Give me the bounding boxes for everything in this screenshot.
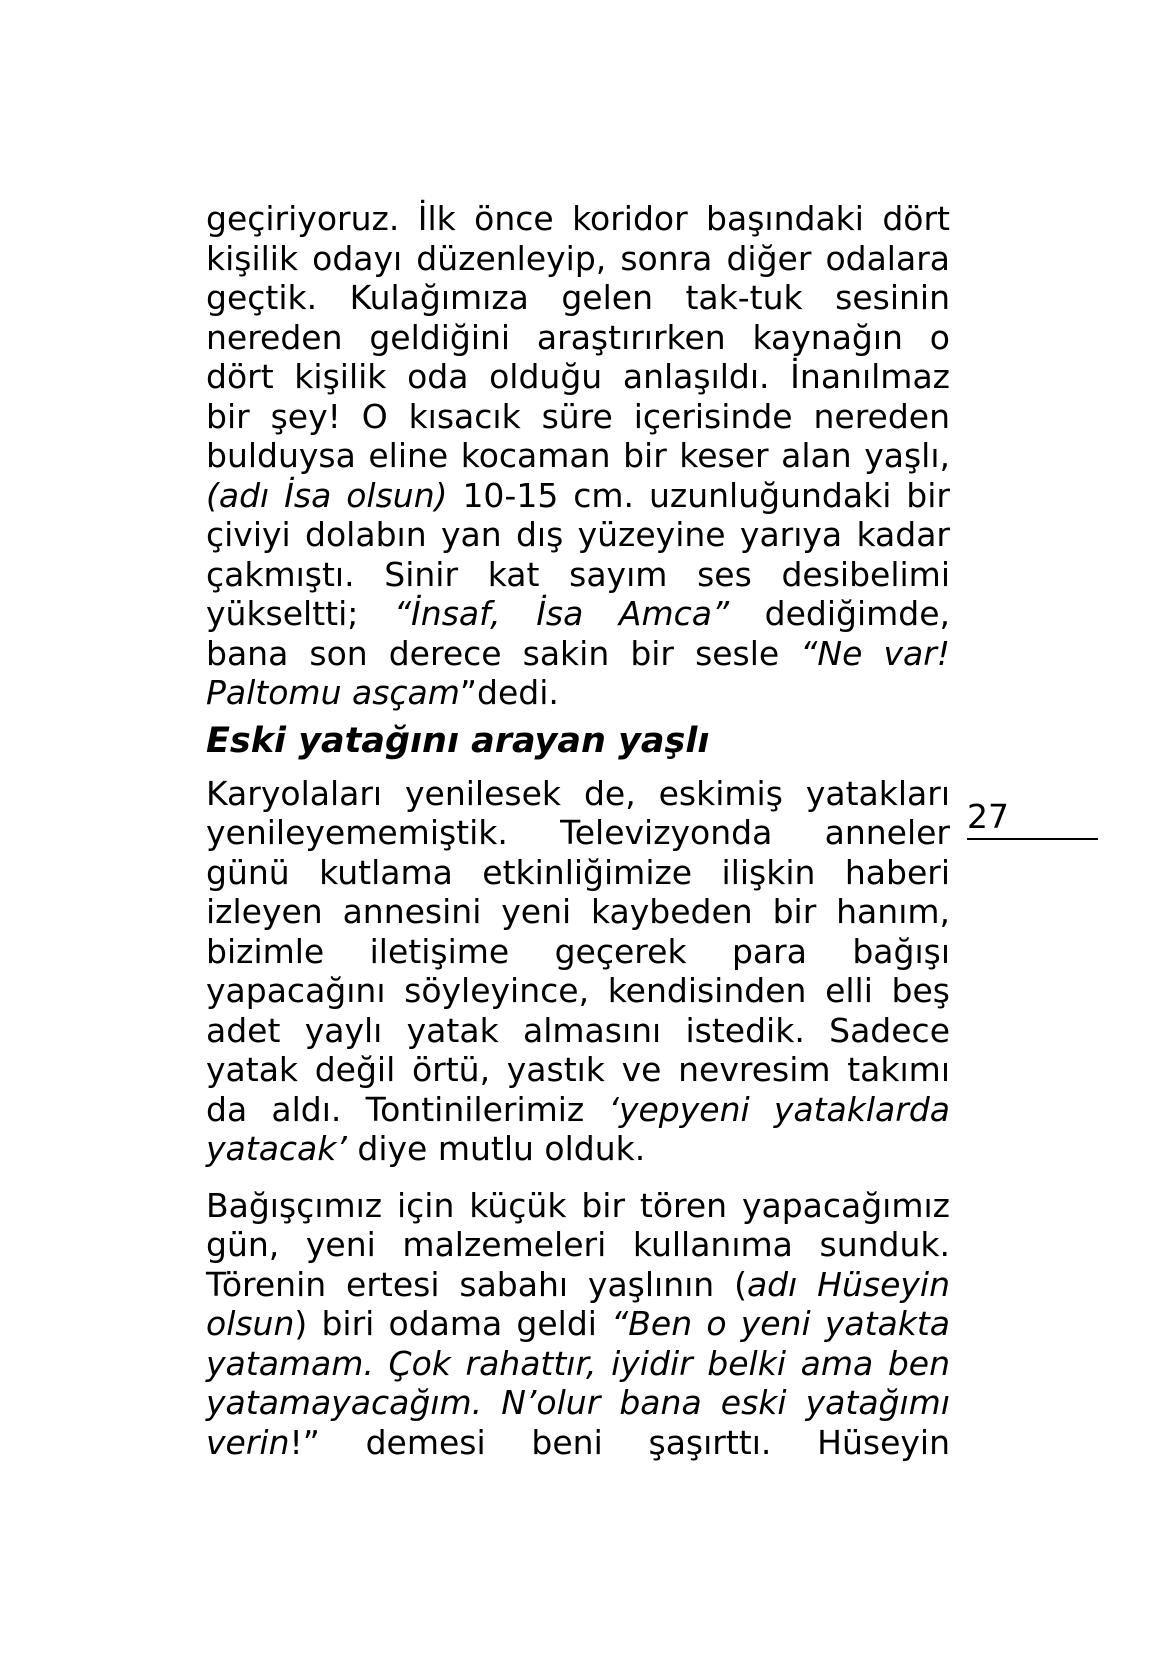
text-segment: gün, yeni malzemeleri kullanıma sunduk. bbox=[206, 1225, 950, 1264]
text-line bbox=[206, 853, 950, 893]
text-segment: ”dedi. bbox=[459, 673, 559, 712]
text-line bbox=[206, 239, 950, 279]
text-segment: Bağışçımız için küçük bir tören yapacağımız bbox=[206, 1185, 950, 1225]
text-line bbox=[206, 813, 950, 853]
text-line bbox=[206, 1383, 950, 1423]
page-number: 27 bbox=[967, 797, 1009, 836]
text-segment: dört kişilik oda olduğu anlaşıldı. İnanılmaz bbox=[206, 357, 950, 396]
text-line bbox=[206, 318, 950, 358]
text-line bbox=[206, 1090, 950, 1130]
text-segment: bana son derece sakin bir sesle bbox=[206, 633, 801, 673]
text-segment: izleyen annesini yeni kaybeden bir hanım, bbox=[206, 892, 950, 931]
text-line bbox=[206, 397, 950, 437]
text-line bbox=[206, 1344, 950, 1384]
text-segment: !” demesi beni şaşırttı. Hüseyin bbox=[289, 1422, 950, 1462]
text-line bbox=[206, 1225, 950, 1265]
text-column bbox=[206, 199, 950, 1479]
section-heading: Eski yatağını arayan yaşlı bbox=[206, 720, 710, 761]
italic-text-segment: ‘yepyeni yataklarda bbox=[608, 1089, 951, 1129]
text-line bbox=[206, 1304, 950, 1344]
italic-text-segment: Paltomu asçam bbox=[206, 673, 460, 712]
text-line bbox=[206, 673, 950, 713]
text-segment: Karyolaları yenilesek de, eskimiş yatakları bbox=[206, 773, 950, 813]
text-segment: 10-15 cm. uzunluğundaki bir bbox=[447, 475, 950, 515]
text-segment: bulduysa eline kocaman bir keser alan yaşlı, bbox=[206, 436, 950, 475]
text-segment: çakmıştı. Sinir kat sayım ses desibelimi bbox=[206, 554, 950, 594]
text-segment: yapacağını söyleyince, kendisinden elli beş bbox=[206, 971, 950, 1010]
text-segment: günü kutlama etkinliğimize ilişkin haberi bbox=[206, 852, 950, 892]
italic-text-segment: (adı İsa olsun) bbox=[206, 475, 448, 515]
italic-text-segment: adı Hüseyin bbox=[746, 1264, 950, 1304]
text-segment: bir şey! O kısacık süre içerisinde nereden bbox=[206, 396, 950, 436]
text-segment: geçtik. Kulağımıza gelen tak-tuk sesinin bbox=[206, 278, 950, 317]
text-line bbox=[206, 1129, 950, 1169]
text-line bbox=[206, 1011, 950, 1051]
italic-text-segment: verin bbox=[206, 1422, 290, 1462]
text-line bbox=[206, 774, 950, 814]
text-segment: diye mutlu olduk. bbox=[346, 1129, 646, 1168]
text-line bbox=[206, 278, 950, 318]
text-line bbox=[206, 1050, 950, 1090]
italic-text-segment: yatamam. Çok rahattır, iyidir belki ama ben bbox=[206, 1343, 950, 1383]
text-line bbox=[206, 1265, 950, 1305]
text-segment: adet yaylı yatak almasını istedik. Sadece bbox=[206, 1010, 950, 1050]
text-line bbox=[206, 515, 950, 555]
italic-text-segment: “İnsaf, İsa Amca” bbox=[393, 594, 730, 633]
text-segment: Törenin ertesi sabahı yaşlının ( bbox=[206, 1264, 747, 1304]
text-segment: da aldı. Tontinilerimiz bbox=[206, 1089, 609, 1129]
text-line bbox=[206, 476, 950, 516]
text-line bbox=[206, 199, 950, 239]
text-segment: yükseltti; bbox=[206, 594, 394, 633]
paragraph bbox=[206, 774, 950, 1169]
italic-text-segment: olsun bbox=[206, 1304, 295, 1343]
text-line bbox=[206, 971, 950, 1011]
text-segment: nereden geldiğini araştırırken kaynağın o bbox=[206, 317, 950, 357]
page-number-block bbox=[967, 797, 1098, 840]
text-segment: dediğimde, bbox=[729, 594, 951, 633]
italic-text-segment: “Ne var! bbox=[800, 633, 950, 673]
italic-text-segment: yatamayacağım. N’olur bana eski yatağımı bbox=[206, 1383, 950, 1422]
text-line bbox=[206, 1186, 950, 1226]
text-line bbox=[206, 892, 950, 932]
text-line bbox=[206, 634, 950, 674]
text-segment: çiviyi dolabın yan dış yüzeyine yarıya kadar bbox=[206, 515, 950, 554]
text-segment: yenileyememiştik. Televizyonda anneler bbox=[206, 813, 950, 852]
italic-text-segment: “Ben o yeni yatakta bbox=[611, 1304, 950, 1343]
italic-text-segment: yatacak’ bbox=[206, 1129, 347, 1168]
text-segment: yatak değil örtü, yastık ve nevresim takımı bbox=[206, 1050, 950, 1089]
text-line bbox=[206, 436, 950, 476]
text-segment: ) biri odama geldi bbox=[294, 1304, 612, 1343]
text-segment: geçiriyoruz. İlk önce koridor başındaki dört bbox=[206, 199, 950, 238]
text-line bbox=[206, 594, 950, 634]
text-line bbox=[206, 932, 950, 972]
paragraph bbox=[206, 199, 950, 713]
text-line bbox=[206, 1423, 950, 1463]
text-segment: kişilik odayı düzenleyip, sonra diğer odalara bbox=[206, 238, 950, 278]
paragraph bbox=[206, 1186, 950, 1463]
page-number-rule bbox=[967, 838, 1098, 840]
text-line bbox=[206, 357, 950, 397]
text-segment: bizimle iletişime geçerek para bağışı bbox=[206, 931, 950, 971]
text-line bbox=[206, 555, 950, 595]
